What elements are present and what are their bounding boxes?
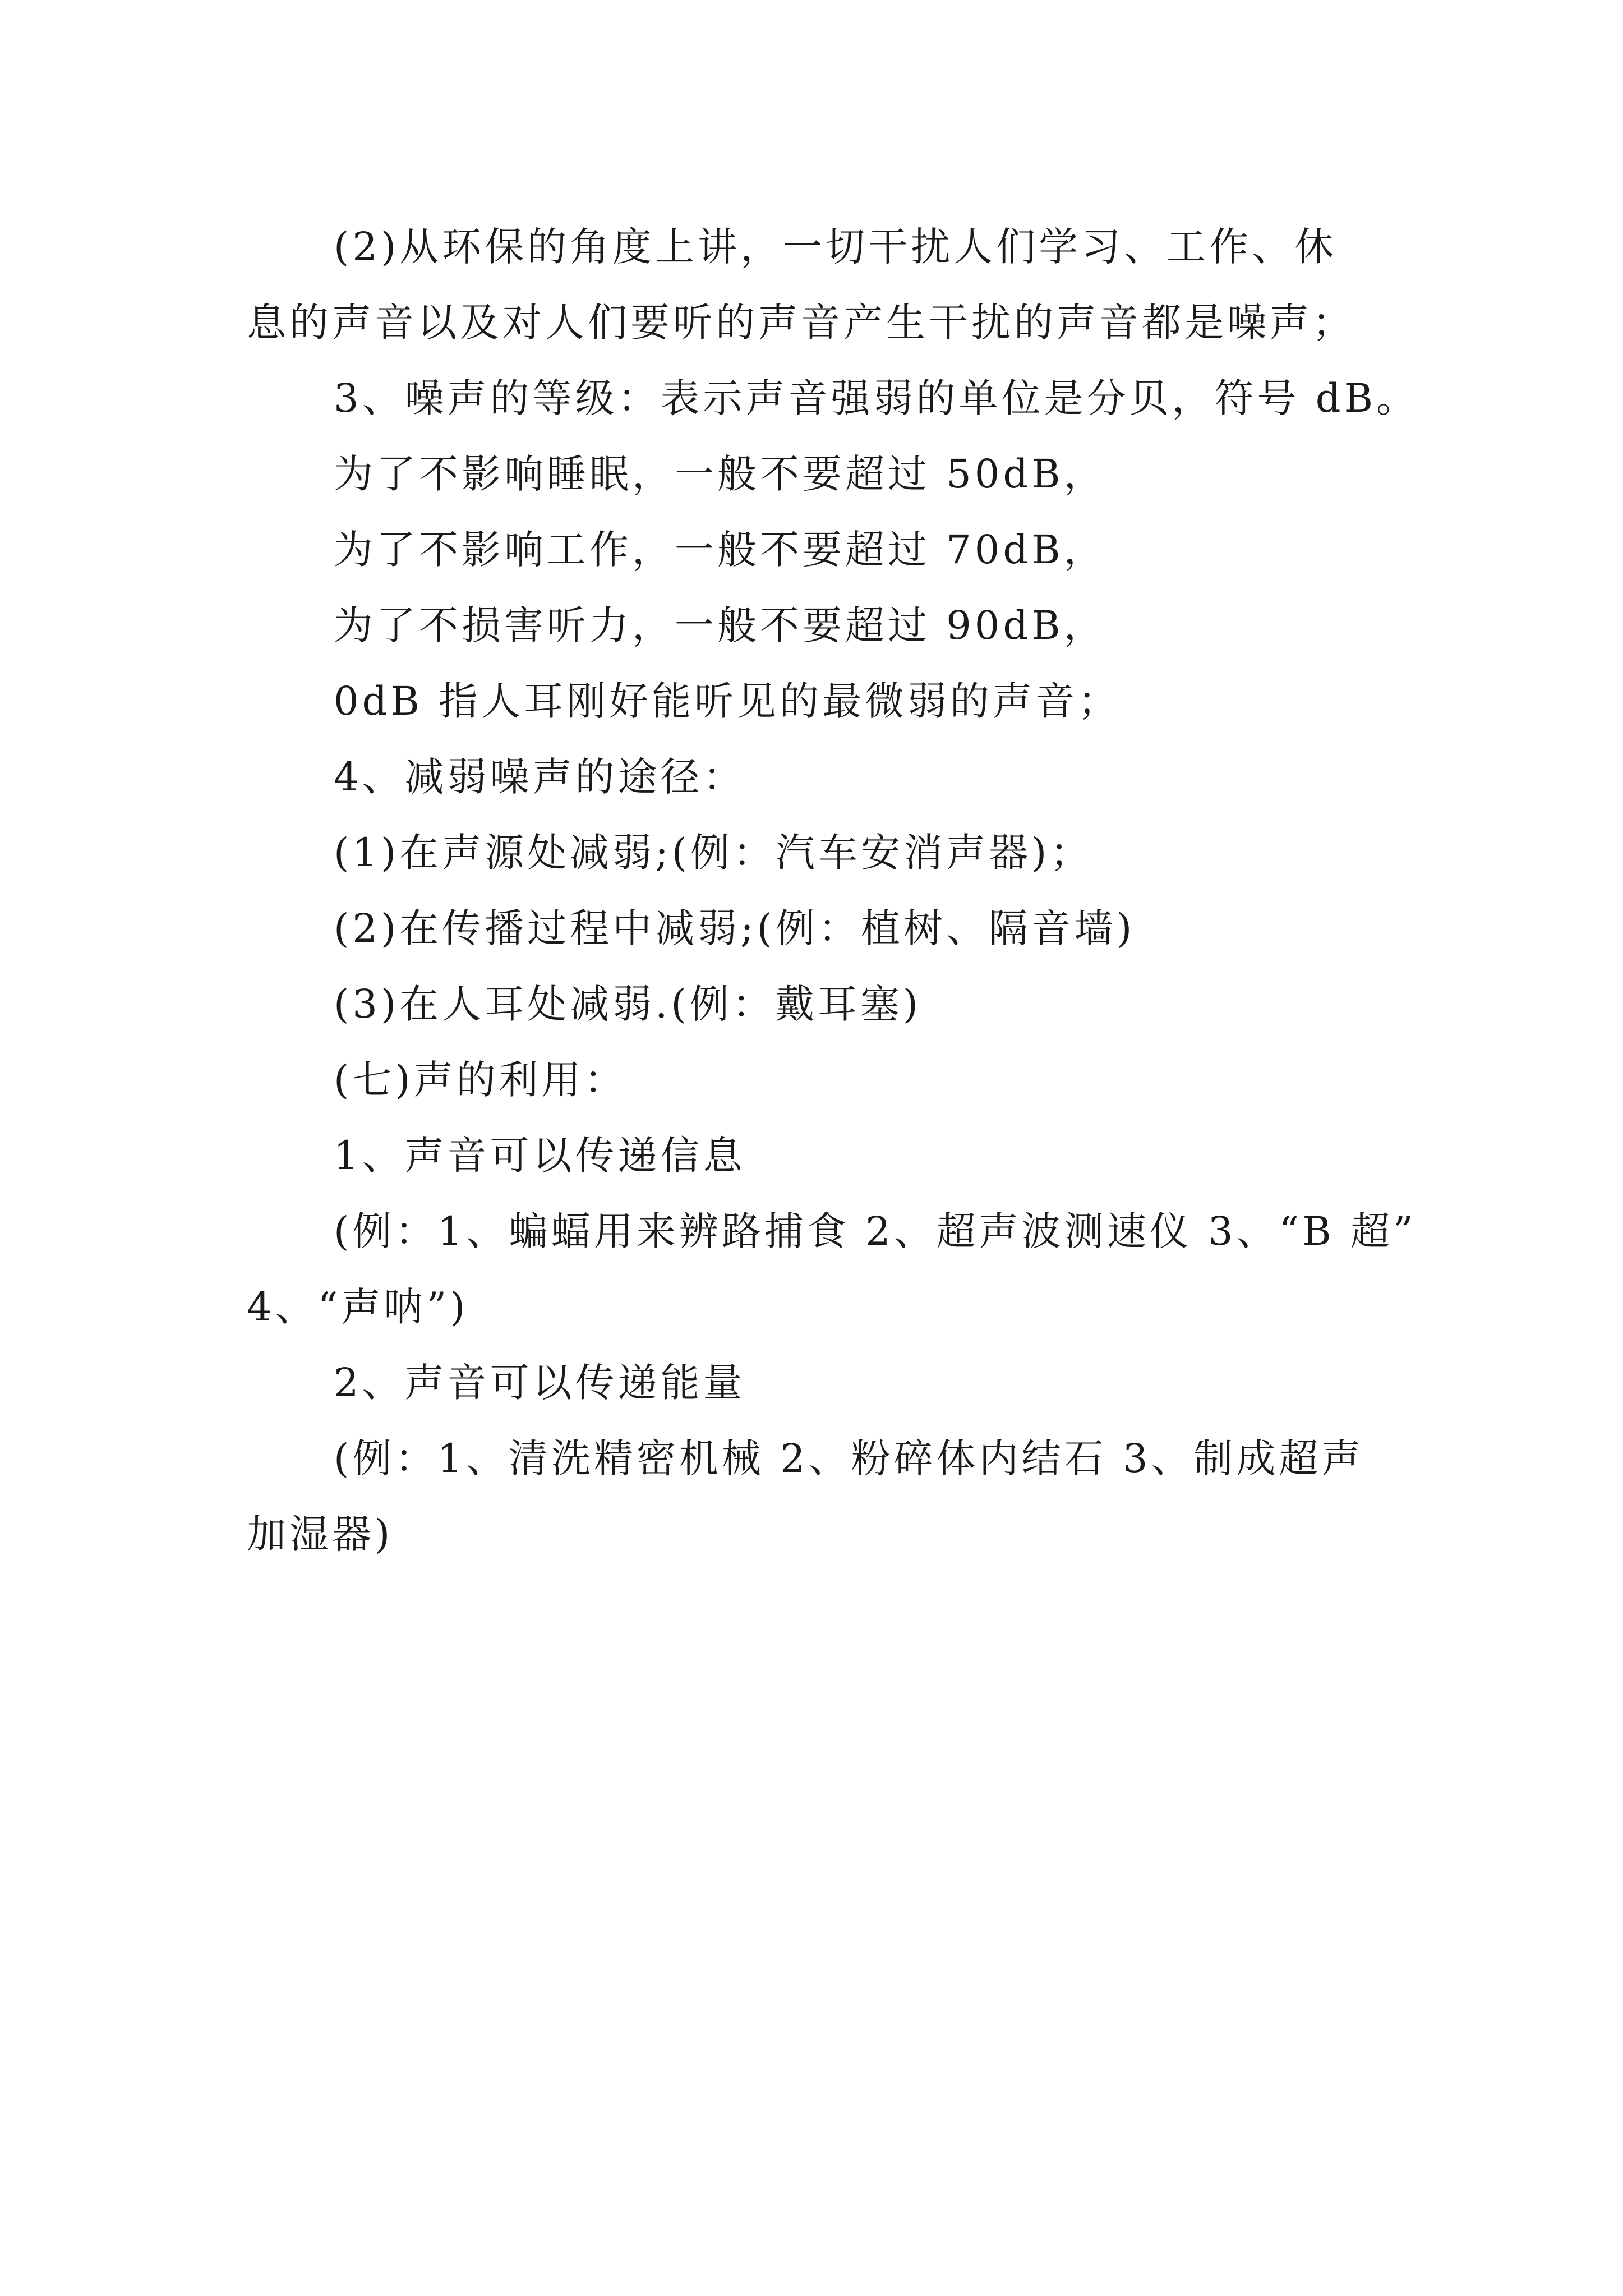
paragraph-line: 息的声音以及对人们要听的声音产生干扰的声音都是噪声；	[247, 300, 1355, 346]
paragraph-line: 2、声音可以传递能量	[334, 1360, 746, 1406]
paragraph-line: 4、“声呐”)	[247, 1284, 469, 1330]
paragraph-line: (例：1、蝙蝠用来辨路捕食 2、超声波测速仪 3、“B 超”	[334, 1208, 1417, 1254]
paragraph-line: 为了不影响工作，一般不要超过 70dB，	[334, 527, 1106, 573]
paragraph-line: (1)在声源处减弱;(例：汽车安消声器)；	[334, 830, 1093, 876]
paragraph-line: (例：1、清洗精密机械 2、粉碎体内结石 3、制成超声	[334, 1435, 1364, 1481]
paragraph-line: 0dB 指人耳刚好能听见的最微弱的声音；	[334, 678, 1121, 724]
paragraph-line: 为了不影响睡眠，一般不要超过 50dB，	[334, 451, 1106, 497]
paragraph-line: 为了不损害听力，一般不要超过 90dB，	[334, 602, 1106, 648]
paragraph-line: 3、噪声的等级：表示声音强弱的单位是分贝，符号 dB。	[334, 375, 1419, 421]
section-heading: (七)声的利用：	[334, 1057, 627, 1103]
paragraph-line: (3)在人耳处减弱.(例：戴耳塞)	[334, 981, 922, 1027]
section-heading: 4、减弱噪声的途径：	[334, 754, 746, 800]
paragraph-line: (2)从环保的角度上讲，一切干扰人们学习、工作、休	[334, 224, 1338, 270]
paragraph-line: (2)在传播过程中减弱;(例：植树、隔音墙)	[334, 905, 1136, 951]
paragraph-line: 1、声音可以传递信息	[334, 1133, 746, 1179]
paragraph-line: 加湿器)	[247, 1511, 394, 1557]
